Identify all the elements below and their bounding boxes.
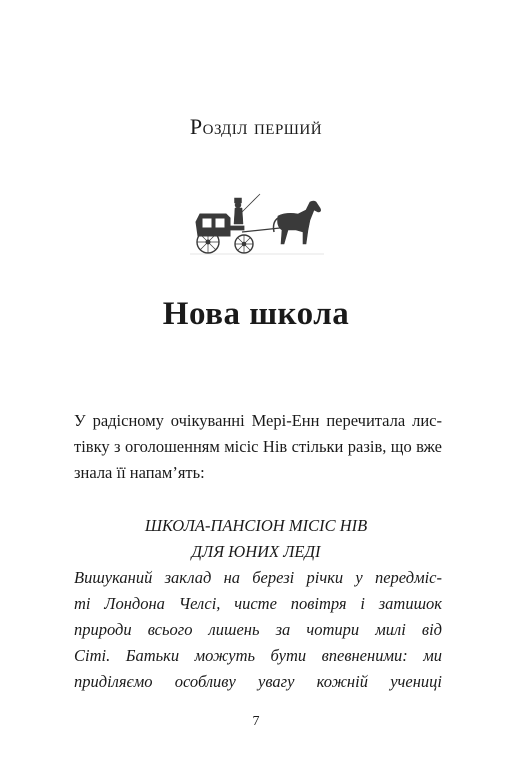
horse-carriage-icon xyxy=(182,192,330,262)
notice-line: природи всього лишень за чотири милі від xyxy=(74,620,442,639)
notice-heading-line: ДЛЯ ЮНИХ ЛЕДІ xyxy=(191,542,321,561)
paragraph-line: знала її напам’ять: xyxy=(74,463,205,482)
notice-text xyxy=(74,565,442,695)
notice-line: Вишуканий заклад на березі річки у передміс- xyxy=(74,568,442,587)
notice-line: Сіті. Батьки можуть бути впевненими: ми xyxy=(74,646,442,665)
chapter-label: Розділ перший xyxy=(189,114,323,139)
chapter-title: Нова школа xyxy=(162,296,350,332)
notice-line: приділяємо особливу увагу кожній учениці xyxy=(74,672,442,691)
notice-line: ті Лондона Челсі, чисте повітря і затишок xyxy=(74,594,442,613)
page-number: 7 xyxy=(252,714,260,729)
notice-heading-line: ШКОЛА-ПАНСІОН МІСІС НІВ xyxy=(144,516,368,535)
paragraph-line: тівку з оголошенням місіс Нів стільки разів, що вже xyxy=(74,437,442,456)
notice-heading xyxy=(0,513,512,565)
body-paragraph xyxy=(74,408,442,486)
paragraph-line: У радісному очікуванні Мері-Енн перечитала лис- xyxy=(74,411,442,430)
